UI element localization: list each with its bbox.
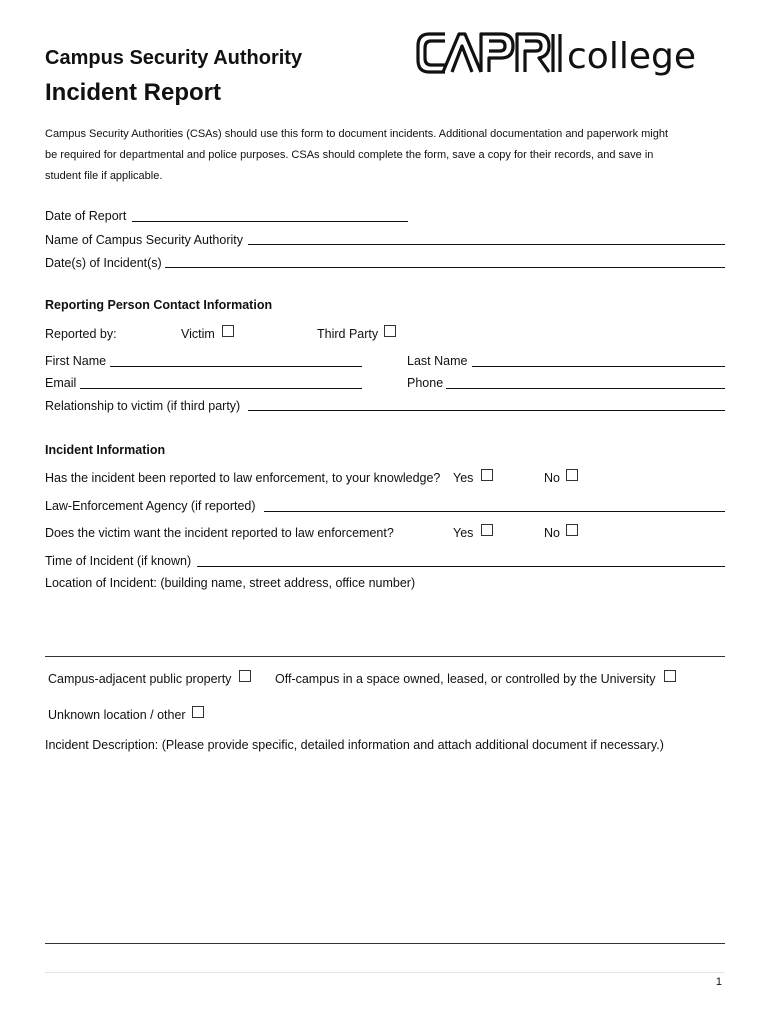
- csa-name-field[interactable]: [248, 244, 725, 245]
- unknown-location-checkbox[interactable]: [192, 706, 204, 718]
- off-campus-checkbox[interactable]: [664, 670, 676, 682]
- form-title: Campus Security Authority: [45, 47, 303, 69]
- relationship-label: Relationship to victim (if third party): [45, 399, 241, 413]
- first-name-label: First Name: [45, 354, 107, 368]
- time-label: Time of Incident (if known): [45, 554, 192, 568]
- page-number: 1: [715, 976, 722, 988]
- reporting-heading: Reporting Person Contact Information: [45, 298, 273, 312]
- campus-adjacent-checkbox[interactable]: [239, 670, 251, 682]
- first-name-field[interactable]: [110, 366, 362, 367]
- capri-college-logo: [415, 28, 711, 80]
- third-party-label: Third Party: [317, 327, 379, 341]
- description-label: Incident Description: (Please provide specific, detailed information and attach additional document if necessary.): [45, 738, 664, 752]
- q-reported-yes-label: Yes: [453, 471, 474, 485]
- q-victim-want-no-label: No: [544, 526, 560, 540]
- q-victim-want-no-checkbox[interactable]: [566, 524, 578, 536]
- time-field[interactable]: [197, 566, 725, 567]
- q-reported-yes-checkbox[interactable]: [481, 469, 493, 481]
- off-campus-label: Off-campus in a space owned, leased, or controlled by the University: [275, 672, 656, 686]
- q-reported-label: Has the incident been reported to law enforcement, to your knowledge?: [45, 471, 441, 485]
- q-victim-want-yes-checkbox[interactable]: [481, 524, 493, 536]
- victim-checkbox[interactable]: [222, 325, 234, 337]
- q-reported-no-label: No: [544, 471, 560, 485]
- intro-line-2: be required for departmental and police purposes. CSAs should complete the form, save a copy for their records, and save in: [45, 149, 654, 161]
- location-label: Location of Incident: (building name, street address, office number): [45, 576, 416, 590]
- campus-adjacent-label: Campus-adjacent public property: [48, 672, 232, 686]
- q-victim-want-label: Does the victim want the incident reported to law enforcement?: [45, 526, 394, 540]
- form-subtitle: Incident Report: [45, 79, 222, 106]
- third-party-checkbox[interactable]: [384, 325, 396, 337]
- date-of-report-label: Date of Report: [45, 209, 127, 223]
- footer-divider: [45, 972, 725, 973]
- email-field[interactable]: [80, 388, 362, 389]
- phone-label: Phone: [407, 376, 444, 390]
- intro-line-1: Campus Security Authorities (CSAs) should use this form to document incidents. Additional documentation and paperwork might: [45, 128, 669, 140]
- description-field[interactable]: [45, 943, 725, 944]
- last-name-label: Last Name: [407, 354, 468, 368]
- phone-field[interactable]: [446, 388, 725, 389]
- dates-of-incident-field[interactable]: [165, 267, 725, 268]
- q-reported-no-checkbox[interactable]: [566, 469, 578, 481]
- intro-line-3: student file if applicable.: [45, 170, 163, 182]
- relationship-field[interactable]: [248, 410, 725, 411]
- logo-college-word: college: [567, 36, 696, 77]
- victim-label: Victim: [181, 327, 215, 341]
- agency-label: Law-Enforcement Agency (if reported): [45, 499, 256, 513]
- intro-text: [45, 124, 705, 187]
- email-label: Email: [45, 376, 77, 390]
- last-name-field[interactable]: [472, 366, 725, 367]
- csa-name-label: Name of Campus Security Authority: [45, 233, 243, 247]
- agency-field[interactable]: [264, 511, 725, 512]
- capri-logo-graphic: [415, 28, 711, 80]
- q-victim-want-yes-label: Yes: [453, 526, 474, 540]
- date-of-report-field[interactable]: [132, 221, 408, 222]
- unknown-location-label: Unknown location / other: [48, 708, 186, 722]
- dates-of-incident-label: Date(s) of Incident(s): [45, 256, 162, 270]
- reported-by-label: Reported by:: [45, 327, 117, 341]
- location-field[interactable]: [45, 656, 725, 657]
- incident-heading: Incident Information: [45, 443, 166, 457]
